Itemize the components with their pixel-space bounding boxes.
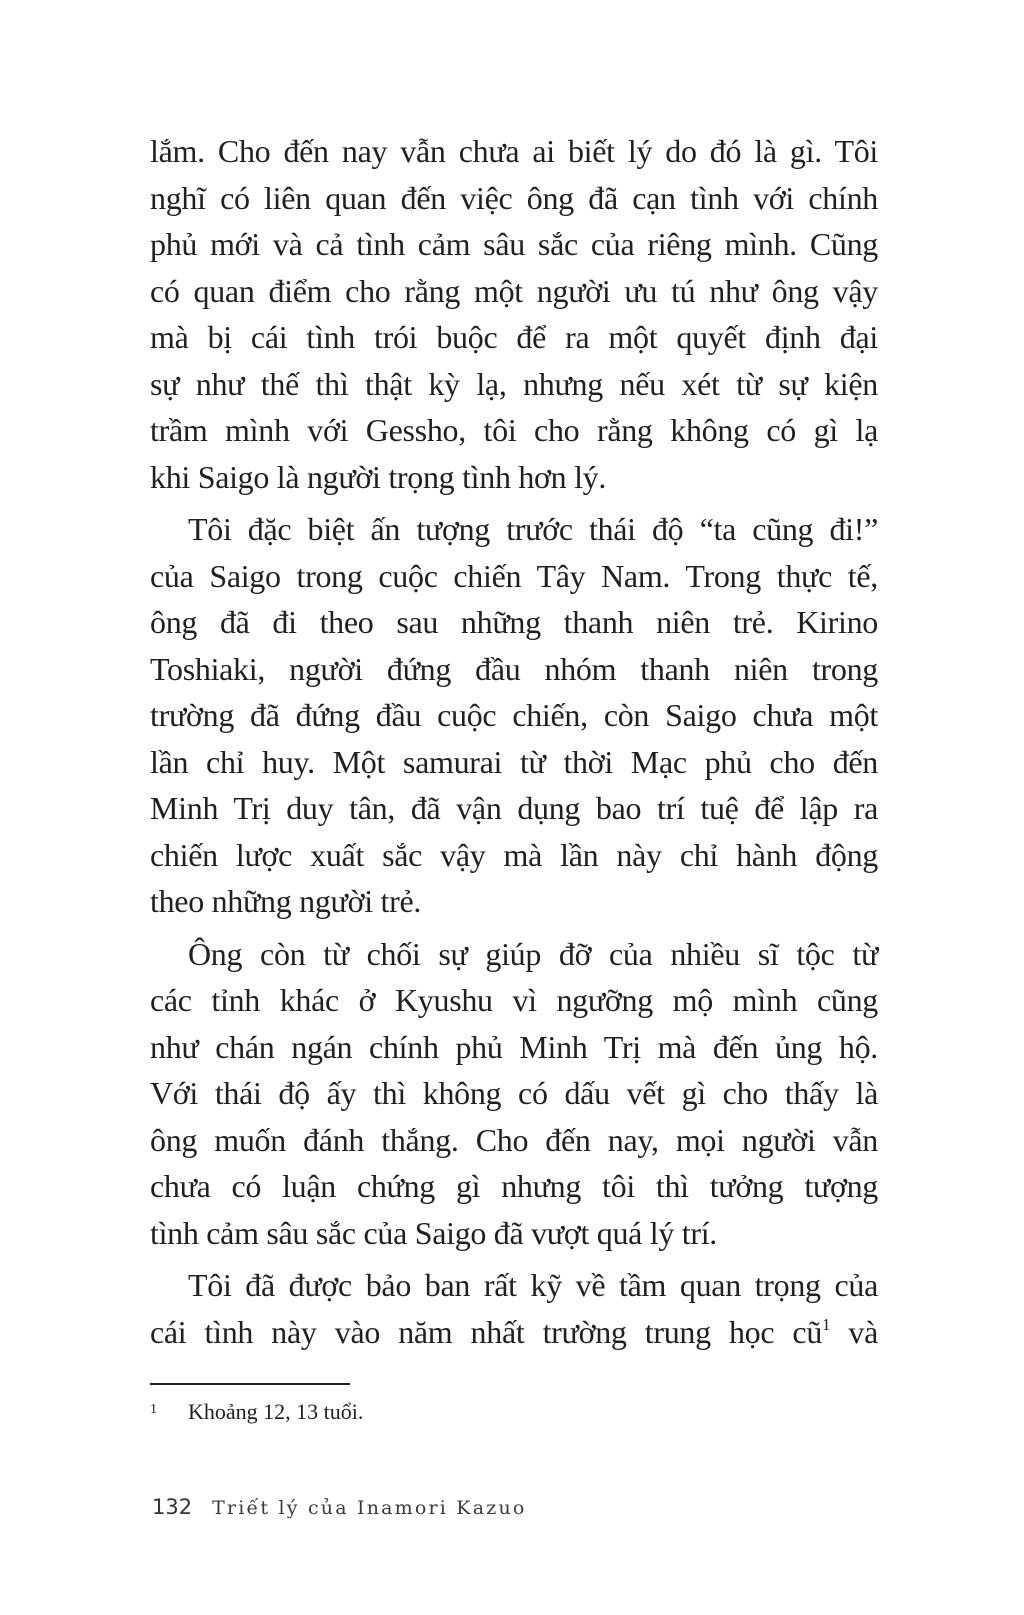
text-line: chưa có luận chứng gì nhưng tôi thì tưởng tượng — [150, 1168, 878, 1204]
text-line: tình cảm sâu sắc của Saigo đã vượt quá lý trí. — [150, 1214, 717, 1251]
paragraph-2 — [150, 506, 878, 925]
text-line: sự như thế thì thật kỳ lạ, nhưng nếu xét từ sự kiện — [150, 365, 878, 402]
text-line: ông đã đi theo sau những thanh niên trẻ. Kirino — [150, 604, 878, 640]
text-line-with-footnote — [150, 1309, 878, 1356]
footnote-text: Khoảng 12, 13 tuổi. — [188, 1399, 364, 1424]
paragraph-3 — [150, 931, 878, 1257]
page-number: 132 — [152, 1495, 193, 1519]
text-line: lần chỉ huy. Một samurai từ thời Mạc phủ cho đến — [150, 743, 878, 780]
text-line: các tỉnh khác ở Kyushu vì ngưỡng mộ mình cũng — [150, 982, 878, 1018]
text-line: ông muốn đánh thắng. Cho đến nay, mọi người vẫn — [150, 1121, 878, 1158]
text-line: nghĩ có liên quan đến việc ông đã cạn tình với chính — [150, 179, 878, 216]
text-line: như chán ngán chính phủ Minh Trị mà đến ủng hộ. — [150, 1028, 878, 1065]
text-line: Với thái độ ấy thì không có dấu vết gì cho thấy là — [150, 1075, 878, 1111]
text-line: trường đã đứng đầu cuộc chiến, còn Saigo chưa một — [150, 697, 878, 733]
footnote — [150, 1395, 363, 1427]
footnote-number: 1 — [150, 1402, 157, 1417]
text-line: của Saigo trong cuộc chiến Tây Nam. Trong thực tế, — [150, 557, 878, 594]
text-line: lắm. Cho đến nay vẫn chưa ai biết lý do đó là gì. Tôi — [150, 133, 878, 169]
text-line: Toshiaki, người đứng đầu nhóm thanh niên trong — [150, 650, 878, 687]
page-footer — [152, 1492, 527, 1523]
text-line: có quan điểm cho rằng một người ưu tú như ông vậy — [150, 272, 878, 309]
text-line: theo những người trẻ. — [150, 883, 422, 919]
text-line: Tôi đặc biệt ấn tượng trước thái độ “ta cũng đi!” — [188, 511, 878, 547]
footnote-reference[interactable]: 1 — [822, 1314, 831, 1334]
text-line: Ông còn từ chối sự giúp đỡ của nhiều sĩ tộc từ — [188, 935, 878, 972]
text-segment: và — [830, 1313, 878, 1350]
text-line: Tôi đã được bảo ban rất kỹ về tầm quan trọng của — [188, 1267, 878, 1303]
body-text — [150, 128, 878, 1355]
paragraph-1 — [150, 128, 878, 500]
running-title: Triết lý của Inamori Kazuo — [212, 1497, 527, 1519]
text-line: mà bị cái tình trói buộc để ra một quyết định đại — [150, 319, 878, 355]
text-line: chiến lược xuất sắc vậy mà lần này chỉ hành động — [150, 836, 878, 873]
text-segment: cái tình này vào năm nhất trường trung học cũ — [150, 1313, 823, 1350]
text-line: Minh Trị duy tân, đã vận dụng bao trí tuệ để lập ra — [150, 790, 878, 826]
text-line: phủ mới và cả tình cảm sâu sắc của riêng mình. Cũng — [150, 226, 878, 262]
text-line: trầm mình với Gessho, tôi cho rằng không có gì lạ — [150, 412, 878, 448]
text-line: khi Saigo là người trọng tình hơn lý. — [150, 458, 607, 495]
footnote-divider — [150, 1383, 350, 1385]
paragraph-4 — [150, 1262, 878, 1355]
